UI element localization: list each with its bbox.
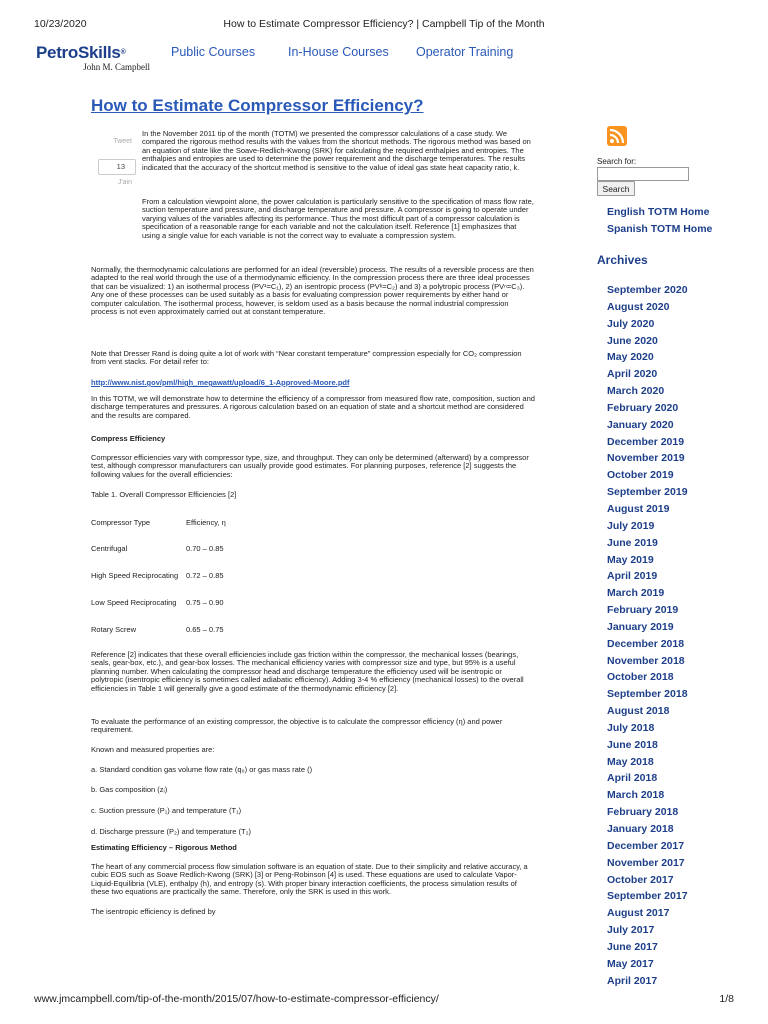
- archive-link[interactable]: April 2018: [607, 772, 658, 785]
- archive-link[interactable]: February 2020: [607, 401, 679, 414]
- print-header: [34, 18, 734, 32]
- archive-link[interactable]: April 2020: [607, 368, 658, 381]
- archive-link[interactable]: December 2018: [607, 637, 685, 650]
- archive-link[interactable]: February 2018: [607, 806, 679, 819]
- archive-link[interactable]: May 2017: [607, 957, 654, 970]
- archive-link[interactable]: May 2018: [607, 755, 654, 768]
- archive-link[interactable]: May 2020: [607, 351, 654, 364]
- paragraph: The heart of any commercial process flow simulation software is an equation of state. Due to their simplicity and relative accuracy, a cubic EOS such as Soave Redlich-Kwong (SRK) [3] or Peng-Robinson [4] is used. These equations are used to calculate Vapor-Liquid-Equilibria (VLE), enthalpy (h), and entropy (s). With proper binary interaction coefficients, the process simulation results of these two equations are practically the same. Therefore, only the SRK is used in this work.: [91, 862, 528, 897]
- table-header-cell: Efficiency, η: [186, 518, 226, 527]
- archive-link[interactable]: October 2018: [607, 671, 674, 684]
- archive-link[interactable]: January 2020: [607, 418, 674, 431]
- paragraph: Normally, the thermodynamic calculations are performed for an ideal (reversible) process. The results of a reversible process are then adapted to the real world through the use of a thermodynamic efficiency. In the compression process there are three ideal processes that can be visualized: 1) an isothermal process (PV¹=C₁), 2) an isentropic process (PVᵏ=C₂) and 3) a polytropic process (PVⁿ=C₃). Any one of these processes can be used suitably as a basis for evaluating compression power requirements by either hand or computer calculation. The isothermal process, however, is seldom used as a basis because the normal industrial compression process is not even approximately carried out at constant temperature.: [91, 265, 534, 317]
- join-button[interactable]: J'ain: [117, 179, 132, 186]
- archive-link[interactable]: December 2019: [607, 435, 685, 448]
- print-page-number: 1/8: [719, 993, 734, 1005]
- archive-link[interactable]: November 2019: [607, 452, 685, 465]
- print-footer: [34, 993, 734, 1007]
- archive-link[interactable]: July 2017: [607, 924, 655, 937]
- archive-link[interactable]: November 2018: [607, 654, 685, 667]
- print-page-title: How to Estimate Compressor Efficiency? | Campbell Tip of the Month: [223, 18, 545, 30]
- paragraph: Known and measured properties are:: [91, 745, 215, 754]
- archive-link[interactable]: October 2017: [607, 873, 674, 886]
- archive-link[interactable]: October 2019: [607, 469, 674, 482]
- archive-link[interactable]: February 2019: [607, 604, 679, 617]
- petroskills-logo[interactable]: [36, 44, 154, 74]
- archive-link[interactable]: April 2017: [607, 974, 658, 987]
- rss-feed-icon[interactable]: [607, 126, 627, 146]
- archive-link[interactable]: July 2019: [607, 519, 655, 532]
- archive-link[interactable]: June 2017: [607, 940, 658, 953]
- archive-link[interactable]: August 2020: [607, 300, 670, 313]
- archive-link[interactable]: March 2018: [607, 789, 665, 802]
- share-count: 13: [98, 159, 136, 175]
- archive-link[interactable]: December 2017: [607, 839, 685, 852]
- article-title[interactable]: How to Estimate Compressor Efficiency?: [91, 96, 424, 115]
- archive-link[interactable]: August 2017: [607, 907, 670, 920]
- archive-link[interactable]: May 2019: [607, 553, 654, 566]
- table-cell: 0.75 – 0.90: [186, 598, 224, 607]
- archive-link[interactable]: June 2018: [607, 738, 658, 751]
- search-input[interactable]: [597, 167, 689, 181]
- search-label: Search for:: [597, 157, 637, 166]
- archive-link[interactable]: April 2019: [607, 570, 658, 583]
- archive-link[interactable]: July 2018: [607, 721, 655, 734]
- tweet-button[interactable]: Tweet: [113, 138, 132, 145]
- archive-link[interactable]: June 2020: [607, 334, 658, 347]
- archive-list: [607, 282, 737, 989]
- paragraph: In this TOTM, we will demonstrate how to determine the efficiency of a compressor from measured flow rate, composition, suction and discharge temperatures and pressures. A rigorous calculation based on an equation of state and a shortcut method are considered and the results are compared.: [91, 394, 535, 420]
- archive-link[interactable]: March 2019: [607, 587, 665, 600]
- paragraph: To evaluate the performance of an existing compressor, the objective is to calculate the compressor efficiency (η) and power requirement.: [91, 717, 503, 735]
- archives-heading: Archives: [597, 253, 648, 267]
- table-cell: Centrifugal: [91, 544, 128, 553]
- section-heading: Estimating Efficiency – Rigorous Method: [91, 843, 237, 852]
- english-totm-home-link[interactable]: English TOTM Home: [607, 206, 710, 218]
- archive-link[interactable]: January 2018: [607, 823, 674, 835]
- archive-link[interactable]: August 2019: [607, 502, 670, 515]
- archive-link[interactable]: March 2020: [607, 385, 665, 398]
- archive-link[interactable]: January 2019: [607, 620, 674, 633]
- paragraph: From a calculation viewpoint alone, the power calculation is particularly sensitive to the specification of mass flow rate, suction temperature and pressure, and discharge temperature and pressure. A compressor is going to operate under varying values of the variables affecting its performance. Thus the most difficult part of a compressor calculation is specification of a reasonable range for each variable and not the calculation itself. Reference [1] emphasizes that using a single value for each variable is not the correct way to evaluate a compression system.: [142, 197, 534, 240]
- archive-link[interactable]: November 2017: [607, 856, 685, 869]
- nist-link[interactable]: http://www.nist.gov/pml/high_megawatt/upload/6_1-Approved-Moore.pdf: [91, 378, 350, 387]
- paragraph: Note that Dresser Rand is doing quite a lot of work with “Near constant temperature” compression especially for CO₂ compression from vent stacks. For detail refer to:: [91, 349, 522, 367]
- archive-link[interactable]: September 2017: [607, 890, 688, 903]
- paragraph: In the November 2011 tip of the month (TOTM) we presented the compressor calculations of a case study. We compared the rigorous method results with the values from the shortcut methods. The rigorous method was based on an equation of state like the Soave-Redlich-Kwong (SRK) for calculating the required enthalpies and entropies. The enthalpies and entropies are used to determine the power requirement and the discharge temperatures. The results indicated that the accuracy of the shortcut method is sensitive to the value of ideal gas state heat capacity ratio, k.: [142, 129, 531, 172]
- paragraph: Compressor efficiencies vary with compressor type, size, and throughput. They can only be determined (afterward) by a compressor test, although compressor manufacturers can usually provide good estimates. For planning purposes, reference [2] suggests the following values for the overall efficiencies:: [91, 453, 529, 479]
- search-button[interactable]: Search: [597, 181, 635, 196]
- nav-public-courses[interactable]: Public Courses: [171, 45, 256, 59]
- print-url: www.jmcampbell.com/tip-of-the-month/2015/07/how-to-estimate-compressor-efficiency/: [34, 993, 439, 1005]
- list-item: b. Gas composition (zᵢ): [91, 785, 168, 794]
- table-cell: Low Speed Reciprocating: [91, 598, 177, 607]
- table-cell: High Speed Reciprocating: [91, 571, 179, 580]
- table-cell: 0.72 – 0.85: [186, 571, 224, 580]
- logo-subtitle: John M. Campbell: [83, 62, 150, 72]
- paragraph: Reference [2] indicates that these overall efficiencies include gas friction within the compressor, the mechanical losses (bearings, seals, gear-box, etc.), and gear-box losses. The mechanical efficiency varies with compressor size and type, but 95% is a useful planning number. When calculating the compressor head and discharge temperature the efficiency used will be isentropic or polytropic (isentropic efficiency is sometimes called adiabatic efficiency). Adding 3-4 % efficiency (mechanical losses) to the overall efficiencies in Table 1 will generally give a good estimate of the thermodynamic efficiency [2].: [91, 650, 524, 693]
- table-cell: Rotary Screw: [91, 625, 137, 634]
- table-cell: 0.65 – 0.75: [186, 625, 224, 634]
- section-heading: Compress Efficiency: [91, 434, 166, 443]
- spanish-totm-home-link[interactable]: Spanish TOTM Home: [607, 223, 713, 235]
- archive-link[interactable]: September 2018: [607, 688, 688, 701]
- logo-brand: PetroSkills®: [36, 43, 126, 62]
- print-date: 10/23/2020: [34, 18, 87, 30]
- table-header-cell: Compressor Type: [91, 518, 151, 527]
- nav-operator-training[interactable]: Operator Training: [416, 45, 514, 59]
- archive-link[interactable]: September 2020: [607, 284, 688, 296]
- archive-link[interactable]: September 2019: [607, 486, 688, 499]
- archive-link[interactable]: August 2018: [607, 705, 670, 718]
- archive-link[interactable]: June 2019: [607, 536, 658, 549]
- table-cell: 0.70 – 0.85: [186, 544, 224, 553]
- list-item: a. Standard condition gas volume flow rate (q₀) or gas mass rate (): [91, 765, 313, 774]
- list-item: c. Suction pressure (P₁) and temperature (T₁): [91, 806, 242, 815]
- paragraph: The isentropic efficiency is defined by: [91, 907, 216, 916]
- table-caption: Table 1. Overall Compressor Efficiencies [2]: [91, 490, 237, 499]
- list-item: d. Discharge pressure (P₂) and temperature (T₂): [91, 827, 252, 836]
- nav-in-house-courses[interactable]: In-House Courses: [288, 45, 389, 59]
- archive-link[interactable]: July 2020: [607, 317, 655, 330]
